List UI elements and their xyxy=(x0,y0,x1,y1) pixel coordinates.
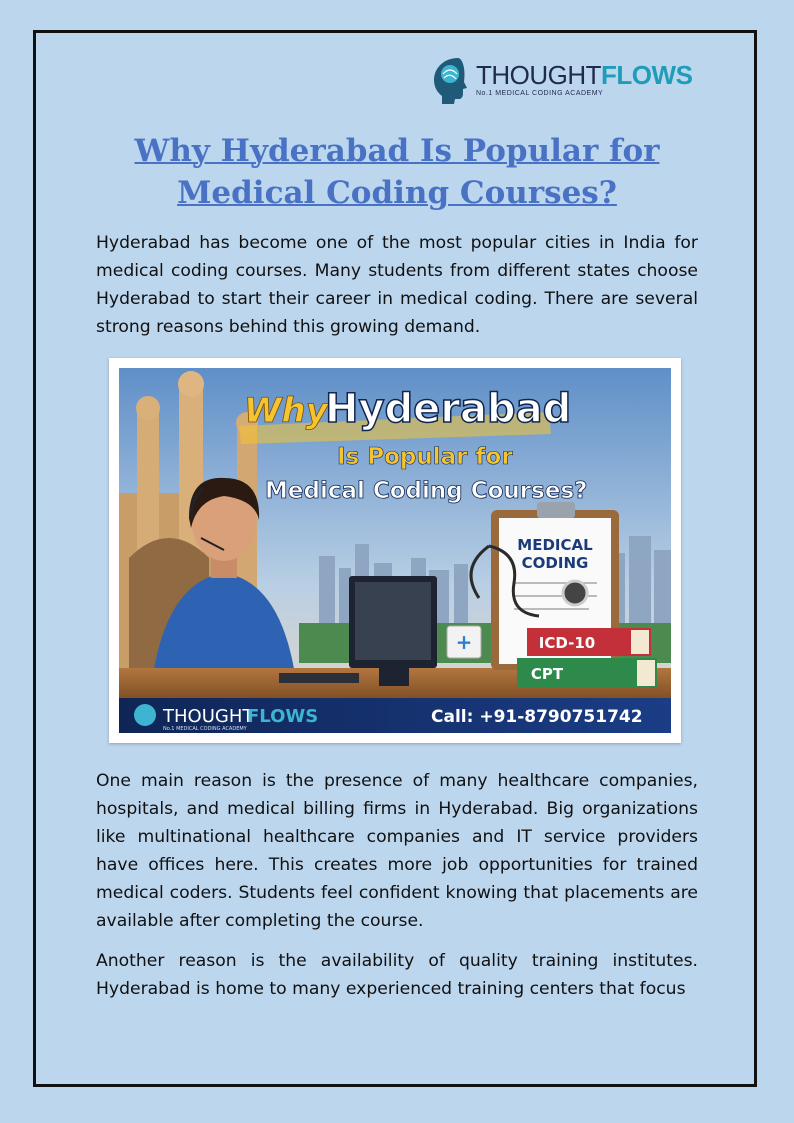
banner-line3: Medical Coding Courses? xyxy=(265,478,588,504)
hyderabad-banner-image xyxy=(119,368,671,733)
reason-paragraph-2: Another reason is the availability of quality training institutes. Hyderabad is home to many experienced training centers that focus xyxy=(96,951,698,999)
brain-head-icon xyxy=(428,52,478,108)
banner-call-number: Call: +91-8790751742 xyxy=(431,707,643,727)
clipboard-line2: CODING xyxy=(521,554,589,572)
banner-brand-tagline: No.1 MEDICAL CODING ACADEMY xyxy=(163,726,247,732)
logo-name-part1: THOUGHT xyxy=(476,60,602,90)
intro-paragraph: Hyderabad has become one of the most popular cities in India for medical coding courses. Many students from different states choose Hyderabad to start their career in medical coding. There are several strong reasons behind this growing demand. xyxy=(96,233,698,337)
banner-hyderabad-text: Hyderabad xyxy=(325,386,572,432)
logo-name-part2: FLOWS xyxy=(601,60,693,90)
logo-tagline: No.1 MEDICAL CODING ACADEMY xyxy=(476,90,604,97)
banner-frame xyxy=(109,358,681,743)
thoughtflows-logo xyxy=(428,52,698,108)
book-icd10-label: ICD-10 xyxy=(538,634,596,652)
book-cpt-label: CPT xyxy=(530,665,564,683)
page-title: Why Hyderabad Is Popular for Medical Coding Courses? xyxy=(134,133,660,211)
banner-brand-part1: THOUGHT xyxy=(163,706,254,727)
banner-line2: Is Popular for xyxy=(337,444,513,470)
banner-why-text: Why xyxy=(244,391,328,431)
reason-paragraph-1: One main reason is the presence of many healthcare companies, hospitals, and medical billing firms in Hyderabad. Big organizations like multinational healthcare companies and IT service providers have offices here. This creates more job opportunities for trained medical coders. Students feel confident knowing that placements are available after completing the course. xyxy=(96,771,698,931)
svg-text:+: + xyxy=(455,630,473,654)
logo-wordmark xyxy=(476,60,692,91)
clipboard-line1: MEDICAL xyxy=(517,536,593,554)
banner-brand-part2: FLOWS xyxy=(247,706,319,727)
